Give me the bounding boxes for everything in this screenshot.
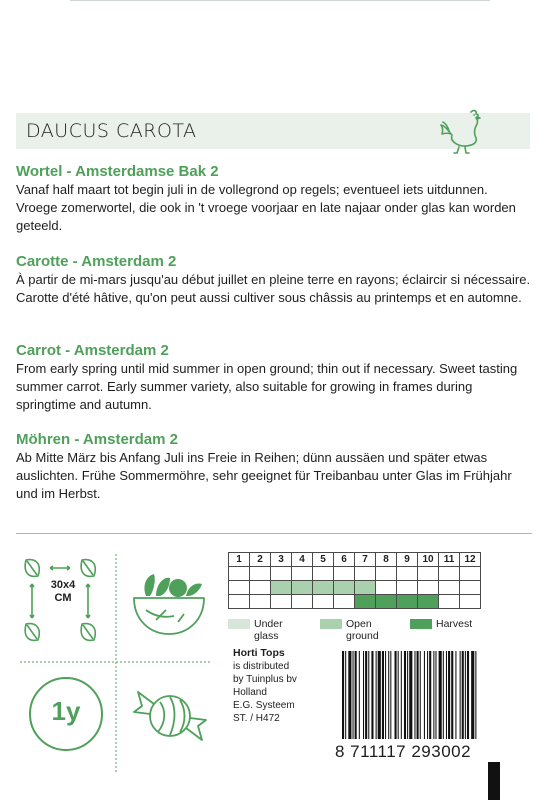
sowing-calendar	[228, 552, 481, 609]
spacing-unit: CM	[54, 592, 72, 604]
registration-mark	[488, 762, 500, 800]
barcode-bar	[462, 651, 464, 739]
calendar-month: 1	[229, 553, 250, 567]
calendar-month: 12	[460, 553, 481, 567]
calendar-month: 5	[313, 553, 334, 567]
species-name: DAUCUS CAROTA	[26, 120, 197, 142]
calendar-cell	[397, 595, 418, 609]
section-title: Möhren - Amsterdam 2	[16, 431, 178, 448]
barcode-bar	[424, 651, 425, 739]
calendar-cell	[376, 567, 397, 581]
legend-swatch-under-glass	[228, 619, 250, 629]
company-line: by Tuinplus bv	[233, 674, 297, 685]
barcode-bar	[355, 651, 357, 739]
calendar-cell	[313, 567, 334, 581]
calendar-cell	[397, 581, 418, 595]
calendar-cell	[376, 581, 397, 595]
calendar-cell	[355, 595, 376, 609]
calendar-month: 2	[250, 553, 271, 567]
calendar-month: 10	[418, 553, 439, 567]
section-german	[16, 431, 532, 503]
barcode-bar	[395, 651, 397, 739]
calendar-cell	[313, 581, 334, 595]
barcode-bar	[388, 651, 389, 739]
calendar-month: 9	[397, 553, 418, 567]
barcode-bar	[359, 651, 360, 739]
barcode-bar	[467, 651, 469, 739]
calendar-cell	[418, 595, 439, 609]
section-title: Wortel - Amsterdamse Bak 2	[16, 163, 219, 180]
barcode-bar	[353, 651, 354, 739]
spacing-value: 30x4	[50, 579, 76, 591]
calendar-row-under-glass	[229, 567, 481, 581]
barcode-bar	[439, 651, 442, 739]
calendar-cell	[439, 567, 460, 581]
calendar-cell	[460, 581, 481, 595]
barcode-bar	[368, 651, 369, 739]
calendar-row-open-ground	[229, 581, 481, 595]
calendar-cell	[250, 567, 271, 581]
calendar-cell	[271, 581, 292, 595]
barcode-bar	[429, 651, 431, 739]
section-body: From early spring until mid summer in open ground; thin out if necessary. Sweet tasting summer carrot. Early summer variety, also suitable for growing in frames during springtime and autumn.	[16, 361, 518, 412]
barcode-bar	[398, 651, 399, 739]
spacing-label	[40, 579, 86, 605]
barcode-bar	[378, 651, 381, 739]
barcode-bar	[401, 651, 402, 739]
calendar-cell	[250, 581, 271, 595]
calendar-month: 6	[334, 553, 355, 567]
calendar-cell	[334, 595, 355, 609]
calendar-month: 7	[355, 553, 376, 567]
legend-label: Harvest	[436, 618, 473, 630]
barcode-bar	[348, 651, 351, 739]
calendar-header-row	[229, 553, 481, 567]
barcode-bar	[365, 651, 367, 739]
barcode-digits: 8 711117 293002	[335, 742, 472, 761]
seed-candy-icon	[128, 672, 212, 756]
calendar-cell	[229, 581, 250, 595]
section-body: Ab Mitte März bis Anfang Juli ins Freie in Reihen; dünn aussäen und später etwas auslichten. Frühe Sommermöhre, sehr geeignet für Treibanbau unter Glas im Frühjahr und im Herbst.	[16, 450, 512, 501]
barcode-bar	[342, 651, 344, 739]
barcode-bar	[345, 651, 346, 739]
barcode-bar	[407, 651, 408, 739]
section-french	[16, 253, 532, 307]
barcode-bar	[448, 651, 450, 739]
barcode-bar	[371, 651, 373, 739]
calendar-cell	[292, 567, 313, 581]
calendar-cell	[460, 595, 481, 609]
company-name: Horti Tops	[233, 647, 285, 659]
calendar-month: 11	[439, 553, 460, 567]
barcode-bar	[427, 651, 428, 739]
company-line: is distributed	[233, 661, 290, 672]
section-divider	[16, 533, 532, 534]
calendar-cell	[439, 581, 460, 595]
calendar-cell	[334, 567, 355, 581]
barcode-image	[340, 651, 528, 741]
calendar-cell	[271, 567, 292, 581]
barcode-bar	[404, 651, 406, 739]
legend-swatch-harvest	[410, 619, 432, 629]
section-title: Carrot - Amsterdam 2	[16, 342, 169, 359]
vegetable-bowl-icon	[126, 556, 212, 652]
section-body: Vanaf half maart tot begin juli in de vollegrond op regels; eventueel iets uitdunnen. Vroege zomerwortel, die ook in 't vroege voorjaar en late najaar onder glas kan worden geteeld.	[16, 182, 516, 233]
barcode-bar	[414, 651, 415, 739]
calendar-cell	[250, 595, 271, 609]
calendar-cell	[292, 581, 313, 595]
barcode-bar	[433, 651, 434, 739]
section-english	[16, 342, 532, 414]
barcode-bar	[382, 651, 384, 739]
rooster-icon	[437, 104, 489, 156]
legend-label: Open ground	[346, 618, 379, 642]
distributor-info	[233, 647, 297, 725]
barcode-bar	[420, 651, 421, 739]
calendar-month: 3	[271, 553, 292, 567]
company-line: E.G. Systeem	[233, 700, 295, 711]
barcode-bar	[443, 651, 444, 739]
section-title: Carotte - Amsterdam 2	[16, 253, 177, 270]
legend-swatch-open-ground	[320, 619, 342, 629]
calendar-cell	[418, 567, 439, 581]
barcode-bar	[446, 651, 447, 739]
lifecycle-label: 1y	[51, 696, 81, 726]
barcode-bar	[471, 651, 474, 739]
calendar-cell	[229, 595, 250, 609]
calendar-cell	[397, 567, 418, 581]
barcode-bar	[417, 651, 419, 739]
barcode-bar	[455, 651, 456, 739]
barcode-bar	[385, 651, 386, 739]
calendar-cell	[460, 567, 481, 581]
barcode-bar	[376, 651, 377, 739]
barcode-bar	[363, 651, 364, 739]
calendar-month: 4	[292, 553, 313, 567]
top-rule	[70, 0, 490, 1]
calendar-cell	[439, 595, 460, 609]
calendar-cell	[376, 595, 397, 609]
barcode-bar	[465, 651, 466, 739]
barcode-bar	[409, 651, 412, 739]
legend-label: Under glass	[254, 618, 283, 642]
calendar-month: 8	[376, 553, 397, 567]
barcode-bar	[390, 651, 391, 739]
calendar-row-harvest	[229, 595, 481, 609]
barcode-bar	[451, 651, 453, 739]
section-dutch	[16, 163, 532, 235]
section-body: À partir de mi-mars jusqu'au début juillet en pleine terre en rayons; éclaircir si nécessaire. Carotte d'été hâtive, qu'on peut aussi cultiver sous châssis au printemps et en automne.	[16, 272, 531, 305]
barcode-bar	[475, 651, 476, 739]
company-line: Holland	[233, 687, 267, 698]
barcode-bar	[460, 651, 461, 739]
calendar-cell	[355, 567, 376, 581]
calendar-cell	[355, 581, 376, 595]
company-line: ST. / H472	[233, 713, 280, 724]
calendar-cell	[313, 595, 334, 609]
icon-panel	[16, 550, 216, 776]
calendar-cell	[418, 581, 439, 595]
calendar-cell	[334, 581, 355, 595]
barcode-bar	[435, 651, 436, 739]
calendar-cell	[271, 595, 292, 609]
calendar-cell	[292, 595, 313, 609]
calendar-cell	[229, 567, 250, 581]
